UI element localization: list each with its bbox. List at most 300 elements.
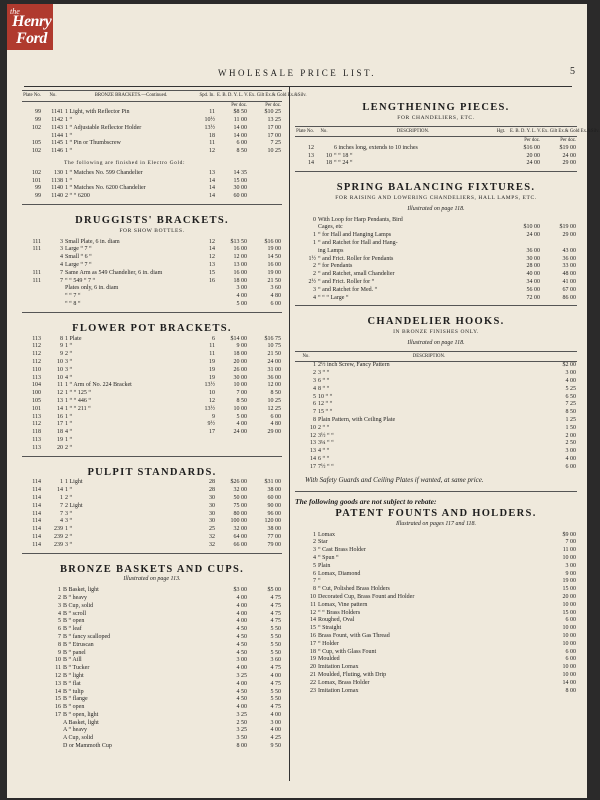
table-cell: 1 “ Matches No. 599 Chandelier — [65, 169, 143, 176]
table-cell: $2 00 — [562, 362, 576, 369]
logo-ford: Ford — [16, 30, 47, 47]
table-cell: 21 50 — [267, 277, 281, 284]
table-cell: 12 — [55, 672, 61, 679]
table-row — [295, 394, 577, 402]
price-unit: Per doz. — [231, 102, 247, 108]
table-cell: 113 — [32, 444, 41, 451]
table-row — [22, 445, 282, 453]
table-cell: 10 25 — [267, 148, 281, 155]
table-cell: 5 — [58, 618, 61, 625]
table-cell: Plain Pattern, with Ceiling Plate — [318, 416, 396, 423]
table-cell: B Cup, solid — [63, 602, 94, 609]
table-cell: 1½ — [308, 255, 316, 262]
table-row — [295, 656, 577, 664]
table-cell: 12 — [209, 238, 215, 245]
table-row — [22, 406, 282, 414]
table-cell: $5 00 — [267, 587, 281, 594]
table-cell: 64 00 — [233, 533, 247, 540]
table-cell: 12 00 — [233, 254, 247, 261]
table-cell: 4 00 — [565, 455, 576, 462]
table-row — [22, 650, 282, 658]
table-cell: 13½ — [204, 405, 215, 412]
table-cell: B “ panel — [63, 649, 86, 656]
table-cell: 41 00 — [562, 279, 576, 286]
table-cell: 30 00 — [233, 185, 247, 192]
table-cell: “ “ “ Large “ — [318, 294, 349, 301]
table-cell: “ Spun “ — [318, 555, 339, 562]
empty-cell — [198, 101, 216, 109]
empty-cell — [22, 101, 42, 109]
table-cell: 1 “ — [65, 148, 73, 155]
table-cell: 1 “ — [65, 177, 73, 184]
table-cell: 4 00 — [236, 618, 247, 625]
table-row — [22, 301, 282, 309]
table-cell: 60 00 — [233, 193, 247, 200]
table-cell — [493, 145, 509, 153]
table-row — [22, 390, 282, 398]
table-cell: 96 00 — [267, 510, 281, 517]
rebate-note: The following goods are not subject to rebate: — [295, 497, 437, 507]
table-cell: 19 — [209, 366, 215, 373]
table-row — [295, 433, 577, 441]
table-cell: “ “ 8 “ — [65, 301, 81, 308]
table-cell: 111 — [32, 238, 41, 245]
table-cell: 1138 — [51, 177, 63, 184]
empty-cell — [315, 137, 333, 145]
table-row — [22, 487, 282, 495]
table-cell: 3 “ — [65, 510, 73, 517]
table-cell: 9 — [60, 351, 63, 358]
table-cell: 10½ — [204, 117, 215, 124]
table-cell: B “ flat — [63, 680, 81, 687]
table-cell: 4 — [58, 610, 61, 617]
table-cell: 18 — [310, 648, 316, 655]
table-cell: 118 — [32, 429, 41, 436]
table-cell: 36 00 — [267, 374, 281, 381]
table-cell — [248, 193, 282, 201]
pulpit-table — [22, 479, 282, 549]
table-cell: 1 “ Adjustable Reflector Holder — [65, 124, 142, 131]
safety-guards-note: With Safety Guards and Ceiling Plates if wanted, at same price. — [305, 476, 484, 485]
table-cell — [507, 240, 541, 248]
table-cell: 7½ “ “ — [318, 463, 334, 470]
table-cell: B “ open — [63, 618, 85, 625]
table-cell — [315, 145, 333, 153]
table-cell: 9 00 — [565, 570, 576, 577]
table-cell: 3 “ — [65, 366, 73, 373]
table-cell — [22, 133, 42, 141]
table-row — [22, 696, 282, 704]
table-cell: 10 — [57, 366, 63, 373]
col-exgilt: Ex. Gilt Ex.& Gold Ex.&Silv. — [248, 91, 282, 102]
table-cell: 5 50 — [270, 688, 281, 695]
table-row — [295, 425, 577, 433]
table-cell: 7 — [60, 277, 63, 284]
table-cell: 1141 — [51, 109, 63, 116]
table-cell: 15 “ “ — [318, 409, 333, 416]
table-cell — [42, 285, 64, 293]
table-cell: 3 00 — [236, 285, 247, 292]
divider — [22, 312, 282, 313]
table-cell: $3 00 — [233, 587, 247, 594]
table-cell: “ and Ratchet for Med. “ — [318, 286, 378, 293]
bronze-baskets-title: BRONZE BASKETS AND CUPS. — [59, 563, 245, 575]
table-cell: 3¼ “ “ — [318, 440, 334, 447]
table-cell: 130 — [54, 169, 63, 176]
patent-illustrated: Illustrated on pages 117 and 118. — [395, 520, 477, 527]
table-row — [295, 664, 577, 672]
table-cell: 14 — [310, 617, 316, 624]
table-cell: 1142 — [51, 117, 63, 124]
logo-the: the — [10, 7, 20, 16]
table-cell: 4 — [313, 555, 316, 562]
table-cell: 111 — [32, 277, 41, 284]
table-cell: 4 75 — [270, 594, 281, 601]
table-cell: 114 — [32, 510, 41, 517]
table-cell: 1140 — [51, 185, 63, 192]
table-cell: 8 50 — [236, 398, 247, 404]
table-cell: 38 00 — [267, 487, 281, 494]
col-hgt: Hgt. — [493, 126, 509, 137]
table-cell: 10 — [326, 152, 332, 159]
table-cell: 29 00 — [267, 429, 281, 436]
table-cell: 1 “ “ 446 “ — [65, 398, 91, 404]
table-cell: 17 — [310, 640, 316, 647]
table-row — [295, 378, 577, 386]
table-row — [22, 270, 282, 278]
table-row — [22, 278, 282, 286]
table-cell: 1143 — [51, 124, 63, 131]
table-cell: 0 — [313, 216, 316, 223]
table-cell: 9½ — [207, 421, 215, 428]
table-cell: 6 00 — [565, 463, 576, 470]
table-cell: 4 “ — [65, 429, 73, 436]
table-cell: 3 00 — [565, 448, 576, 455]
table-cell: 66 00 — [233, 541, 247, 548]
table-cell: 72 00 — [526, 294, 540, 301]
table-cell: 3 00 — [565, 562, 576, 569]
table-cell: 14 — [209, 246, 215, 253]
table-cell: 30 00 — [233, 374, 247, 381]
table-cell: 33 00 — [562, 263, 576, 270]
table-cell: B “ Etruscan — [63, 641, 94, 648]
hooks-subtitle: IN BRONZE FINISHES ONLY. — [393, 329, 479, 336]
table-row — [295, 456, 577, 464]
table-cell: A Cup, solid — [63, 735, 94, 742]
table-cell: 17 00 — [267, 132, 281, 139]
bronze-brackets-table — [22, 90, 307, 156]
spring-illustrated: Illustrated on page 118. — [407, 205, 465, 212]
table-cell: “ for Hall and Hanging Lamps — [318, 232, 392, 239]
table-row — [22, 254, 282, 262]
table-row — [295, 287, 577, 295]
divider — [295, 171, 577, 172]
table-cell: 1144 — [51, 132, 63, 139]
table-row — [22, 727, 282, 735]
table-cell: Lomax, Brass Holder — [318, 679, 370, 686]
table-cell: B “ leaf — [63, 626, 82, 633]
table-row — [22, 178, 282, 186]
table-row — [22, 246, 282, 254]
table-cell: 4 — [313, 294, 316, 301]
henry-ford-logo — [7, 4, 53, 50]
table-cell: 77 00 — [267, 533, 281, 540]
table-cell: 7 25 — [270, 140, 281, 147]
table-cell: 79 00 — [267, 541, 281, 548]
table-cell: 21 — [310, 672, 316, 679]
table-row — [295, 232, 577, 240]
table-cell — [248, 185, 282, 193]
table-cell: “ Cast Brass Holder — [318, 547, 366, 554]
table-cell: Small Plate, 6 in. diam — [65, 238, 120, 245]
divider — [295, 491, 577, 492]
table-cell: 12 — [209, 148, 215, 155]
table-cell: 18 — [326, 160, 332, 167]
table-cell: 4 75 — [270, 704, 281, 711]
table-cell: 16 00 — [233, 246, 247, 253]
table-cell: 1 — [313, 531, 316, 538]
table-cell: 32 00 — [233, 526, 247, 533]
table-cell: B “ light — [63, 672, 84, 679]
table-row — [22, 479, 282, 487]
table-cell: 1 — [313, 362, 316, 369]
table-cell: 11 00 — [562, 547, 576, 554]
table-cell: “ and Frict. Roller for “ — [318, 279, 375, 286]
hooks-table — [295, 351, 577, 472]
table-cell: 1 “ — [65, 132, 73, 139]
table-row — [22, 109, 282, 117]
table-row — [22, 526, 282, 534]
table-cell: 3 “ — [65, 541, 73, 548]
table-cell: 8 — [313, 416, 316, 423]
table-cell: 13 — [209, 262, 215, 269]
table-row — [295, 295, 577, 303]
table-row — [22, 511, 282, 519]
table-cell: 48 00 — [562, 271, 576, 278]
table-cell — [198, 301, 216, 309]
table-cell: Lomax, Diamond — [318, 570, 361, 577]
col-no: No. — [295, 351, 317, 362]
table-cell: 5 50 — [270, 649, 281, 656]
table-cell: Small “ 6 “ — [65, 254, 92, 261]
table-cell: 2 “ — [65, 351, 73, 358]
table-cell: 5 50 — [270, 696, 281, 703]
table-cell: 4 80 — [270, 421, 281, 428]
table-cell — [198, 445, 216, 453]
table-cell: 4 75 — [270, 665, 281, 672]
table-cell: 13 — [310, 440, 316, 447]
table-cell: 32 — [209, 533, 215, 540]
table-cell — [295, 224, 317, 232]
table-cell: 4 00 — [236, 293, 247, 300]
table-cell: Imitation Lomax — [318, 664, 359, 671]
price-unit: Per doz. — [524, 138, 540, 144]
table-cell: 14 — [55, 688, 61, 695]
table-cell: 4 00 — [236, 610, 247, 617]
table-cell: 4 00 — [236, 421, 247, 428]
table-cell: 28 — [209, 487, 215, 494]
table-cell: 15 — [55, 696, 61, 703]
table-cell: 112 — [32, 359, 41, 366]
table-cell: 4 00 — [270, 672, 281, 679]
table-cell: 6 — [313, 570, 316, 577]
table-cell: 4 00 — [270, 727, 281, 734]
table-cell: 4 00 — [236, 594, 247, 601]
table-row — [295, 145, 577, 153]
table-cell: 13½ — [204, 382, 215, 389]
table-cell: 67 00 — [562, 286, 576, 293]
table-cell: 3 25 — [236, 672, 247, 679]
table-cell — [198, 285, 216, 293]
table-cell: 13 — [209, 169, 215, 176]
table-cell: B “ scroll — [63, 610, 86, 617]
table-cell — [493, 160, 509, 168]
table-cell: 1 “ — [65, 436, 73, 443]
table-cell: 5 50 — [270, 641, 281, 648]
table-cell: 6 50 — [565, 393, 576, 400]
table-cell: 6 “ “ — [318, 455, 330, 462]
spring-table — [295, 217, 577, 303]
table-cell: 16 — [310, 633, 316, 640]
table-row — [22, 359, 282, 367]
table-cell: 6 00 — [565, 648, 576, 655]
divider — [22, 553, 282, 554]
table-cell: 19 00 — [267, 246, 281, 253]
table-cell: 1 — [58, 587, 61, 594]
table-cell: 13 — [57, 398, 63, 404]
table-cell — [216, 437, 248, 445]
table-cell: 4 00 — [236, 704, 247, 711]
druggists-subtitle: FOR SHOW BOTTLES. — [119, 227, 185, 234]
table-row — [295, 633, 577, 641]
table-cell: 16 00 — [233, 269, 247, 276]
table-cell: 3 — [60, 246, 63, 253]
table-cell: 7 25 — [565, 401, 576, 408]
table-cell: 1146 — [51, 148, 63, 155]
table-row — [22, 587, 282, 595]
table-row — [22, 534, 282, 542]
table-cell: 15 — [310, 625, 316, 632]
col-plate: Plate No. — [22, 91, 42, 102]
table-cell: 2 “ — [65, 444, 73, 451]
table-cell: 4 00 — [236, 665, 247, 672]
top-divider — [24, 86, 572, 87]
table-cell: 239 — [54, 526, 63, 533]
patent-table — [295, 532, 577, 696]
table-cell: 10 00 — [562, 664, 576, 671]
table-cell: 12 — [57, 390, 63, 397]
table-row — [22, 117, 282, 125]
table-cell: 2½ — [308, 279, 316, 286]
table-cell: 7 — [60, 269, 63, 276]
table-cell: Brass Fount, with Gas Thread — [318, 633, 390, 640]
table-cell: 16 — [55, 704, 61, 711]
table-cell: 20 — [310, 664, 316, 671]
table-cell: 3 “ “ — [318, 370, 330, 377]
table-cell: B “ open, light — [63, 711, 99, 718]
table-cell: $10 25 — [264, 109, 281, 116]
table-cell: 1 “ Matches No. 6200 Chandelier — [65, 185, 146, 192]
table-cell: 111 — [32, 269, 41, 276]
table-cell: “ Straight — [318, 625, 342, 632]
table-cell: 1 “ — [65, 526, 73, 533]
table-cell: 36 00 — [562, 255, 576, 262]
table-cell: 4 — [313, 385, 316, 392]
table-cell: 7 00 — [236, 390, 247, 397]
table-row — [22, 603, 282, 611]
table-row — [22, 618, 282, 626]
table-cell: 7 00 — [565, 539, 576, 546]
table-cell: 13 00 — [233, 262, 247, 269]
table-cell: 1 — [60, 479, 63, 486]
table-cell: 8 — [313, 586, 316, 593]
table-cell: 8 — [60, 335, 63, 342]
table-cell: 8 50 — [236, 148, 247, 155]
table-cell: 31 00 — [267, 366, 281, 373]
table-row — [295, 563, 577, 571]
table-cell: 16 00 — [267, 262, 281, 269]
empty-cell — [493, 137, 509, 145]
table-cell: 32 — [209, 541, 215, 548]
table-cell: Imitation Lomax — [318, 687, 359, 694]
table-cell: 3 — [60, 238, 63, 245]
table-cell: 2 “ “ 6200 — [65, 193, 90, 200]
table-cell: 113 — [32, 413, 41, 420]
hooks-illustrated: Illustrated on page 118. — [407, 340, 465, 347]
table-row — [22, 542, 282, 550]
table-cell — [22, 743, 62, 751]
col-desc: DESCRIPTION. — [333, 126, 493, 137]
table-row — [22, 681, 282, 689]
table-cell: $13 50 — [230, 238, 247, 245]
bronze-baskets-illustrated: Illustrated on page 113. — [123, 576, 181, 583]
table-cell: “ and Ratchet, small Chandelier — [318, 271, 395, 278]
table-cell: 40 00 — [526, 271, 540, 278]
table-cell: 2 — [58, 594, 61, 601]
table-cell: 4 50 — [236, 649, 247, 656]
table-cell: Lomax, Vine pattern — [318, 601, 368, 608]
table-cell: 30 — [209, 502, 215, 509]
table-cell: Star — [318, 539, 328, 546]
table-row — [22, 634, 282, 642]
druggists-title: DRUGGISTS' BRACKETS. — [75, 215, 229, 227]
table-cell: 4 50 — [236, 633, 247, 640]
table-row — [295, 401, 577, 409]
table-cell: 99 — [35, 117, 41, 124]
table-row — [22, 148, 282, 156]
table-cell: 5 — [313, 393, 316, 400]
table-cell: 16 — [57, 413, 63, 420]
table-cell: 12 — [310, 432, 316, 439]
empty-cell — [42, 101, 64, 109]
table-row — [295, 386, 577, 394]
table-cell: 8 00 — [236, 743, 247, 750]
col-plate: Plate No. — [295, 126, 315, 137]
table-row — [22, 665, 282, 673]
table-cell: 3 — [58, 602, 61, 609]
table-cell: 80 00 — [233, 510, 247, 517]
table-cell: 105 — [32, 140, 41, 147]
table-cell: 18 00 — [233, 351, 247, 358]
table-cell: “ “ Brass Holders — [318, 609, 361, 616]
table-cell — [198, 437, 216, 445]
table-cell: 1 25 — [565, 416, 576, 423]
spring-title: SPRING BALANCING FIXTURES. — [336, 182, 536, 194]
table-cell: 3 00 — [565, 370, 576, 377]
table-cell: 4 75 — [270, 610, 281, 617]
table-cell: 111 — [32, 246, 41, 253]
table-cell: Moulded — [318, 656, 340, 663]
